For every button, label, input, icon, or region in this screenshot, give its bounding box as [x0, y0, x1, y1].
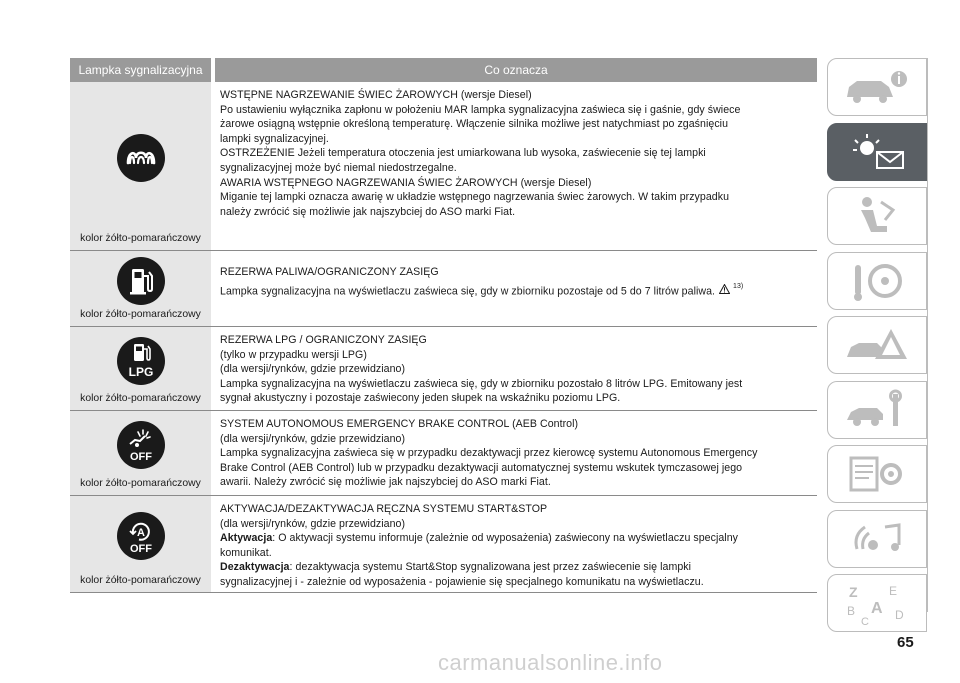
watermark: carmanualsonline.info — [438, 650, 663, 675]
steering-key-icon[interactable] — [827, 252, 927, 310]
text-line — [220, 531, 815, 546]
color-label: kolor żółto-pomarańczowy — [80, 233, 201, 244]
text-line: sygnalizacyjnej może być niemal niedostrzegalne. — [220, 161, 457, 174]
text-line: WSTĘPNE NAGRZEWANIE ŚWIEC ŻAROWYCH (wersje Diesel) — [220, 89, 532, 101]
auto-letter: A — [136, 527, 145, 539]
chapter-sidebar — [827, 58, 927, 639]
warning-light-cell — [70, 251, 211, 326]
sidebar-divider — [927, 58, 928, 612]
text-line: Lampka sygnalizacyjna na wyświetlaczu zaświeca się, gdy w zbiorniku pozostało 8 litrów LPG. Emitowany jest — [220, 377, 743, 390]
table-header — [70, 58, 817, 82]
text-line: (dla wersji/rynków, gdzie przewidziano) — [220, 517, 406, 530]
warning-light-cell — [70, 327, 211, 410]
text-line: żarowe osiągną wstępnie określoną temperaturę. Włączenie silnika możliwe jest natychmiast po zgaśnięciu — [220, 118, 729, 131]
text-line: lampki sygnalizacyjnej. — [220, 132, 329, 145]
warning-lights-icon[interactable] — [827, 123, 927, 181]
text-line: AKTYWACJA/DEZAKTYWACJA RĘCZNA SYSTEMU START&STOP — [220, 503, 548, 515]
text-line: REZERWA LPG / OGRANICZONY ZASIĘG — [220, 334, 427, 346]
car-info-icon[interactable] — [827, 58, 927, 116]
text-line — [220, 560, 815, 575]
meaning-cell — [211, 82, 817, 250]
meaning-cell — [211, 251, 817, 326]
text-line: awarii. Należy zwrócić się możliwie jak najszybciej do ASO marki Fiat. — [220, 476, 551, 489]
text-line: Lampka sygnalizacyjna zaświeca się w przypadku dezaktywacji przez kierowcę systemu Autonomous Emergency — [220, 447, 758, 460]
text-line — [220, 280, 815, 299]
service-tools-icon[interactable] — [827, 381, 927, 439]
bold-term: Aktywacja — [220, 532, 273, 545]
off-label: OFF — [129, 451, 152, 463]
text-line: komunikat. — [220, 546, 272, 559]
color-label: kolor żółto-pomarańczowy — [80, 478, 201, 489]
glow-plug-icon — [116, 133, 166, 183]
warning-lights-table — [70, 58, 817, 593]
text-line: (dla wersji/rynków, gdzie przewidziano) — [220, 363, 406, 376]
text-line: Po ustawieniu wyłącznika zapłonu w położeniu MAR lampka sygnalizacyjna zaświeca się i gaśnie, gdy świece — [220, 103, 741, 116]
header-meaning: Co oznacza — [215, 58, 817, 82]
svg-text:D: D — [895, 608, 904, 622]
warning-light-cell — [70, 82, 211, 250]
off-label: OFF — [129, 543, 152, 555]
header-warning-light: Lampka sygnalizacyjna — [70, 58, 211, 82]
tech-data-icon[interactable] — [827, 445, 927, 503]
color-label: kolor żółto-pomarańczowy — [80, 393, 201, 404]
text-line-body: : O aktywacji systemu informuje (zależnie od wyposażenia) zaświecony na wyświetlaczu specjalny — [272, 532, 738, 545]
svg-text:E: E — [889, 584, 898, 598]
text-line: Miganie tej lampki oznacza awarię w układzie wstępnego nagrzewania świec żarowych. W takim przypadku — [220, 191, 730, 204]
table-row — [70, 411, 817, 496]
table-row — [70, 251, 817, 327]
multimedia-icon[interactable] — [827, 510, 927, 568]
seat-airbag-icon[interactable] — [827, 187, 927, 245]
svg-text:A: A — [871, 600, 883, 617]
table-row — [70, 327, 817, 411]
emergency-triangle-icon[interactable] — [827, 316, 927, 374]
text-line: OSTRZEŻENIE Jeżeli temperatura otoczenia jest umiarkowana lub wysoka, zaświecenie się tej lampki — [220, 147, 706, 160]
text-line: REZERWA PALIWA/OGRANICZONY ZASIĘG — [220, 266, 439, 278]
lpg-fuel-icon — [116, 336, 166, 386]
text-line: Brake Control (AEB Control) lub w przypadku dezaktywacji automatycznej systemu wskutek tymczasowej jego — [220, 461, 743, 474]
warning-light-cell — [70, 411, 211, 495]
color-label: kolor żółto-pomarańczowy — [80, 309, 201, 320]
bold-term: Dezaktywacja — [220, 561, 290, 574]
lpg-label: LPG — [128, 364, 153, 379]
text-line: SYSTEM AUTONOMOUS EMERGENCY BRAKE CONTROL (AEB Control) — [220, 418, 579, 430]
text-line: (dla wersji/rynków, gdzie przewidziano) — [220, 432, 406, 445]
warning-reference[interactable] — [719, 280, 743, 295]
svg-text:Z: Z — [849, 584, 858, 600]
text-line: sygnalizacyjnej i - zależnie od wyposażenia - pojawienie się specjalnego komunikatu na wyświetlaczu. — [220, 575, 704, 588]
reference-number: 13) — [733, 282, 744, 290]
meaning-cell — [211, 327, 817, 410]
text-line: sygnał akustyczny i pozostaje zaświecony jeden słupek na wskaźniku poziomu LPG. — [220, 392, 621, 405]
text-line-body: Lampka sygnalizacyjna na wyświetlaczu zaświeca się, gdy w zbiorniku pozostaje od 5 do 7 litrów paliwa. — [220, 285, 716, 298]
warning-triangle-icon — [719, 284, 730, 294]
aeb-off-icon — [116, 420, 166, 470]
fuel-pump-icon — [116, 256, 166, 306]
meaning-cell — [211, 411, 817, 495]
text-line: (tylko w przypadku wersji LPG) — [220, 348, 367, 361]
table-row — [70, 496, 817, 593]
meaning-cell — [211, 496, 817, 592]
page-number: 65 — [897, 634, 914, 651]
text-line: AWARIA WSTĘPNEGO NAGRZEWANIA ŚWIEC ŻAROWYCH (wersje Diesel) — [220, 176, 592, 189]
text-line: należy zwrócić się możliwie jak najszybciej do ASO marki Fiat. — [220, 205, 516, 218]
table-row — [70, 82, 817, 251]
warning-light-cell — [70, 496, 211, 592]
svg-text:C: C — [861, 616, 869, 627]
svg-text:B: B — [847, 604, 856, 618]
text-line-body: : dezaktywacja systemu Start&Stop sygnalizowana jest przez zaświecenie się lampki — [289, 561, 692, 574]
start-stop-off-icon — [116, 511, 166, 561]
index-letters-icon[interactable] — [827, 574, 927, 632]
color-label: kolor żółto-pomarańczowy — [80, 575, 201, 586]
